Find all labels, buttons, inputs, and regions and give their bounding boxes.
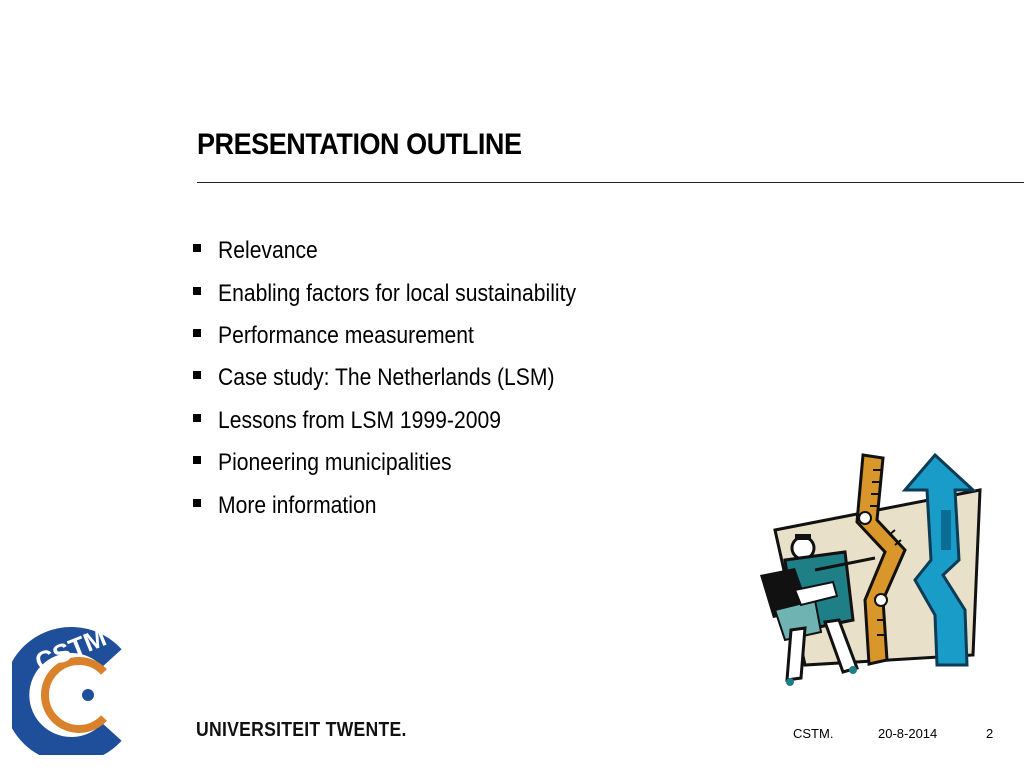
university-wordmark: UNIVERSITEIT TWENTE. (196, 719, 407, 741)
logo-text: CSTM (30, 621, 111, 678)
list-item (190, 315, 625, 357)
outline-list (190, 230, 625, 527)
bullet-icon (193, 456, 201, 464)
bullet-icon (193, 287, 201, 295)
list-item (190, 484, 625, 526)
list-item-text: Pioneering municipalities (218, 449, 452, 477)
growth-clipart-icon (755, 450, 990, 690)
footer-organization: CSTM. (793, 726, 834, 741)
bullet-icon (193, 329, 201, 337)
footer-date: 20-8-2014 (878, 726, 938, 741)
list-item-text: More information (218, 491, 377, 519)
bullet-icon (193, 499, 201, 507)
list-item-text: Enabling factors for local sustainability (218, 279, 577, 307)
title-divider (197, 182, 1024, 183)
list-item (190, 230, 625, 272)
list-item (190, 272, 625, 314)
cstm-logo-icon (12, 620, 132, 755)
page-number: 2 (986, 726, 994, 741)
list-item (190, 357, 625, 399)
list-item-text: Lessons from LSM 1999-2009 (218, 406, 501, 434)
bullet-icon (193, 414, 201, 422)
list-item-text: Performance measurement (218, 321, 474, 349)
bullet-icon (193, 244, 201, 252)
list-item-text: Relevance (218, 237, 318, 265)
list-item (190, 442, 625, 484)
slide-title: PRESENTATION OUTLINE (197, 128, 522, 161)
list-item (190, 400, 625, 442)
list-item-text: Case study: The Netherlands (LSM) (218, 364, 555, 392)
bullet-icon (193, 371, 201, 379)
